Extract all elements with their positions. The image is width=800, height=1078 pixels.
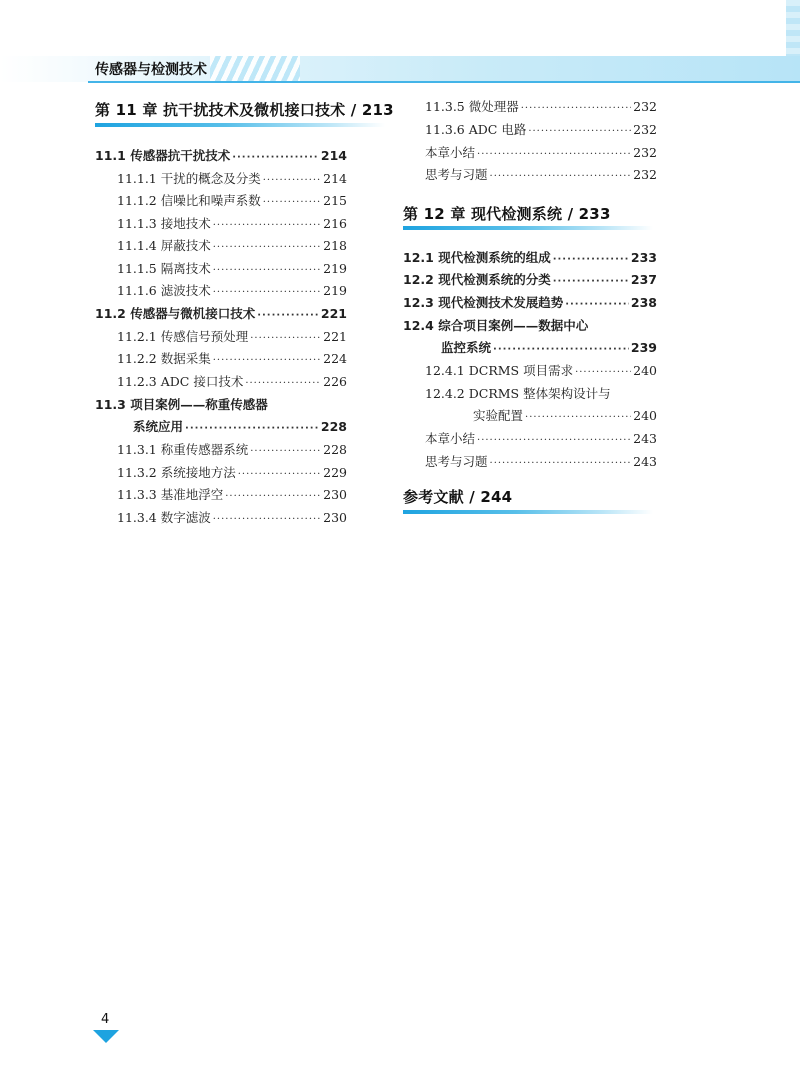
- toc-entry-12-4-2[interactable]: 12.4.2 DCRMS 整体架构设计与: [425, 386, 611, 401]
- references-heading: 参考文献 / 244: [403, 488, 513, 506]
- chapter-12-heading: 第 12 章 现代检测系统 / 233: [403, 205, 611, 223]
- toc-entry-11-3-1[interactable]: 11.3.1 称重传感器系统 ····· 228: [117, 440, 347, 460]
- toc-entry-11-3-4[interactable]: 11.3.4 数字滤波 ····· 230: [117, 508, 347, 528]
- toc-entry-11-1-1[interactable]: 11.1.1 干扰的概念及分类 ····· 214: [117, 169, 347, 189]
- toc-entry-11-1-3[interactable]: 11.1.3 接地技术 ····· 216: [117, 214, 347, 234]
- toc-entry-12-3[interactable]: 12.3 现代检测技术发展趋势 ····· 238: [403, 293, 657, 313]
- chapter-11-rule: [95, 123, 385, 127]
- toc-entry-11-1-4[interactable]: 11.1.4 屏蔽技术 ····· 218: [117, 236, 347, 256]
- page-marker-icon: [93, 1030, 119, 1043]
- toc-entry-ch12-summary[interactable]: 本章小结 ····· 243: [425, 429, 657, 449]
- chapter-11-heading: 第 11 章 抗干扰技术及微机接口技术 / 213: [95, 101, 394, 119]
- header-stripes: [210, 56, 300, 82]
- toc-entry-11-3-5[interactable]: 11.3.5 微处理器 ····· 232: [425, 97, 657, 117]
- toc-entry-12-1[interactable]: 12.1 现代检测系统的组成 ····· 233: [403, 248, 657, 268]
- toc-entry-11-1[interactable]: 11.1 传感器抗干扰技术 ····· 214: [95, 146, 347, 166]
- toc-entry-12-4-cont[interactable]: 监控系统 ····· 239: [441, 338, 657, 358]
- toc-entry-11-3-6[interactable]: 11.3.6 ADC 电路 ····· 232: [425, 120, 657, 140]
- toc-entry-12-4[interactable]: 12.4 综合项目案例——数据中心: [403, 318, 589, 333]
- references-rule: [403, 510, 653, 514]
- toc-entry-11-2-3[interactable]: 11.2.3 ADC 接口技术 ····· 226: [117, 372, 347, 392]
- book-title: 传感器与检测技术: [95, 62, 207, 78]
- header-rule: [88, 81, 800, 83]
- toc-entry-11-3-2[interactable]: 11.3.2 系统接地方法 ····· 229: [117, 463, 347, 483]
- page-number: 4: [101, 1012, 110, 1027]
- toc-entry-ch12-exercises[interactable]: 思考与习题 ····· 243: [425, 452, 657, 472]
- toc-entry-12-4-1[interactable]: 12.4.1 DCRMS 项目需求 ····· 240: [425, 361, 657, 381]
- toc-entry-11-1-5[interactable]: 11.1.5 隔离技术 ····· 219: [117, 259, 347, 279]
- toc-entry-11-3-3[interactable]: 11.3.3 基准地浮空 ····· 230: [117, 485, 347, 505]
- toc-entry-11-2[interactable]: 11.2 传感器与微机接口技术 ····· 221: [95, 304, 347, 324]
- toc-entry-11-3-cont[interactable]: 系统应用 ····· 228: [133, 417, 347, 437]
- toc-entry-ch11-exercises[interactable]: 思考与习题 ····· 232: [425, 165, 657, 185]
- toc-entry-ch11-summary[interactable]: 本章小结 ····· 232: [425, 143, 657, 163]
- toc-entry-11-1-2[interactable]: 11.1.2 信噪比和噪声系数 ····· 215: [117, 191, 347, 211]
- chapter-12-rule: [403, 226, 653, 230]
- toc-entry-11-2-1[interactable]: 11.2.1 传感信号预处理 ····· 221: [117, 327, 347, 347]
- toc-entry-12-4-2-cont[interactable]: 实验配置 ····· 240: [473, 406, 657, 426]
- toc-entry-12-2[interactable]: 12.2 现代检测系统的分类 ····· 237: [403, 270, 657, 290]
- toc-entry-11-2-2[interactable]: 11.2.2 数据采集 ····· 224: [117, 349, 347, 369]
- toc-entry-11-1-6[interactable]: 11.1.6 滤波技术 ····· 219: [117, 281, 347, 301]
- toc-entry-11-3[interactable]: 11.3 项目案例——称重传感器: [95, 397, 268, 412]
